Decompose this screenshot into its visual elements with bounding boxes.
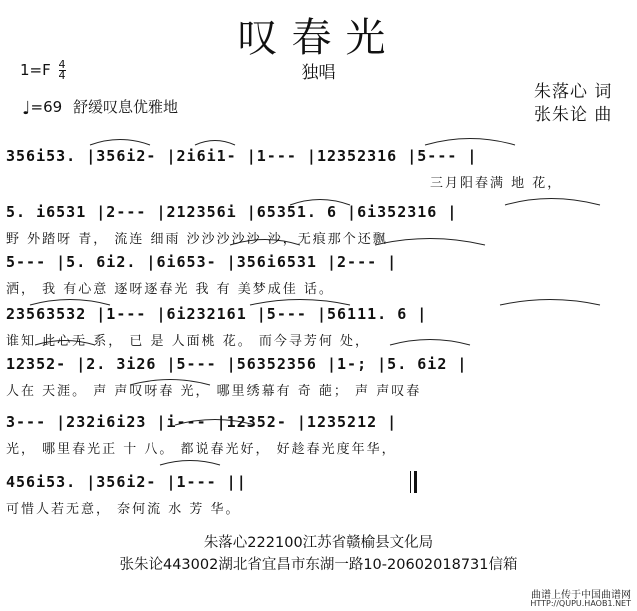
final-barline-thin [410,471,411,493]
tempo-value: =69 [30,98,63,116]
lyricist-address: 朱落心222100江苏省赣榆县文化局 [203,535,434,551]
score-row-7-notes: 456i53. |356i2- |1--- || [6,473,247,491]
composer-address: 张朱论443002湖北省宜昌市东湖一路10-20602018731信箱 [119,557,518,573]
final-barline-thick [414,471,417,493]
performance-type: 独唱 [301,63,336,83]
composer-credit: 张朱论 曲 [534,105,613,125]
time-bottom: 4 [58,69,66,82]
watermark-url: HTTP://QUPU.HAOB1.NET [530,599,631,608]
quarter-note-icon: ♩ [22,98,31,119]
score-row-6-lyrics: 光， 哪里春光正 十 八。 都说春光好， 好趁春光度年华， [6,442,397,457]
score-row-5-notes: 12352- |2. 3i26 |5--- |56352356 |1-; |5. 6i2 | [6,355,468,373]
score-row-5-lyrics: 人在 天涯。 声 声叹呀春 光， 哪里绣幕有 奇 葩； 声 声叹春 [6,384,422,399]
score-row-7-lyrics: 可惜人若无意， 奈何流 水 芳 华。 [6,502,241,517]
song-title: 叹春光 [237,15,400,61]
score-row-2-lyrics: 野 外踏呀 青， 流连 细雨 沙沙沙沙沙 沙，无痕那个还飘 [6,232,388,247]
score-row-4-notes: 23563532 |1--- |6i232161 |5--- |56111. 6 | [6,305,428,323]
score-row-2-notes: 5. i6531 |2--- |212356i |65351. 6 |6i352316 | [6,203,458,221]
score-row-4-lyrics: 谁知 此心无 系， 已 是 人面桃 花。 而今寻芳何 处， [6,334,371,349]
score-row-1-lyrics: 三月阳春满 地 花， [430,176,563,191]
score-row-1-notes: 356i53. |356i2- |2i6i1- |1--- |12352316 |5--- | [6,147,478,165]
watermark-text: 曲谱上传于中国曲谱网 [531,590,631,601]
score-row-6-notes: 3--- |232i6i23 |i--- |12352- |1235212 | [6,413,398,431]
key-label: 1=F [20,61,51,79]
time-top: 4 [58,58,66,71]
score-row-3-notes: 5--- |5. 6i2. |6i653- |356i6531 |2--- | [6,253,398,271]
expression-marking: 舒缓叹息优雅地 [72,98,178,116]
lyricist-credit: 朱落心 词 [534,82,613,102]
score-row-3-lyrics: 洒， 我 有心意 逐呀逐春光 我 有 美梦成佳 话。 [6,282,334,297]
